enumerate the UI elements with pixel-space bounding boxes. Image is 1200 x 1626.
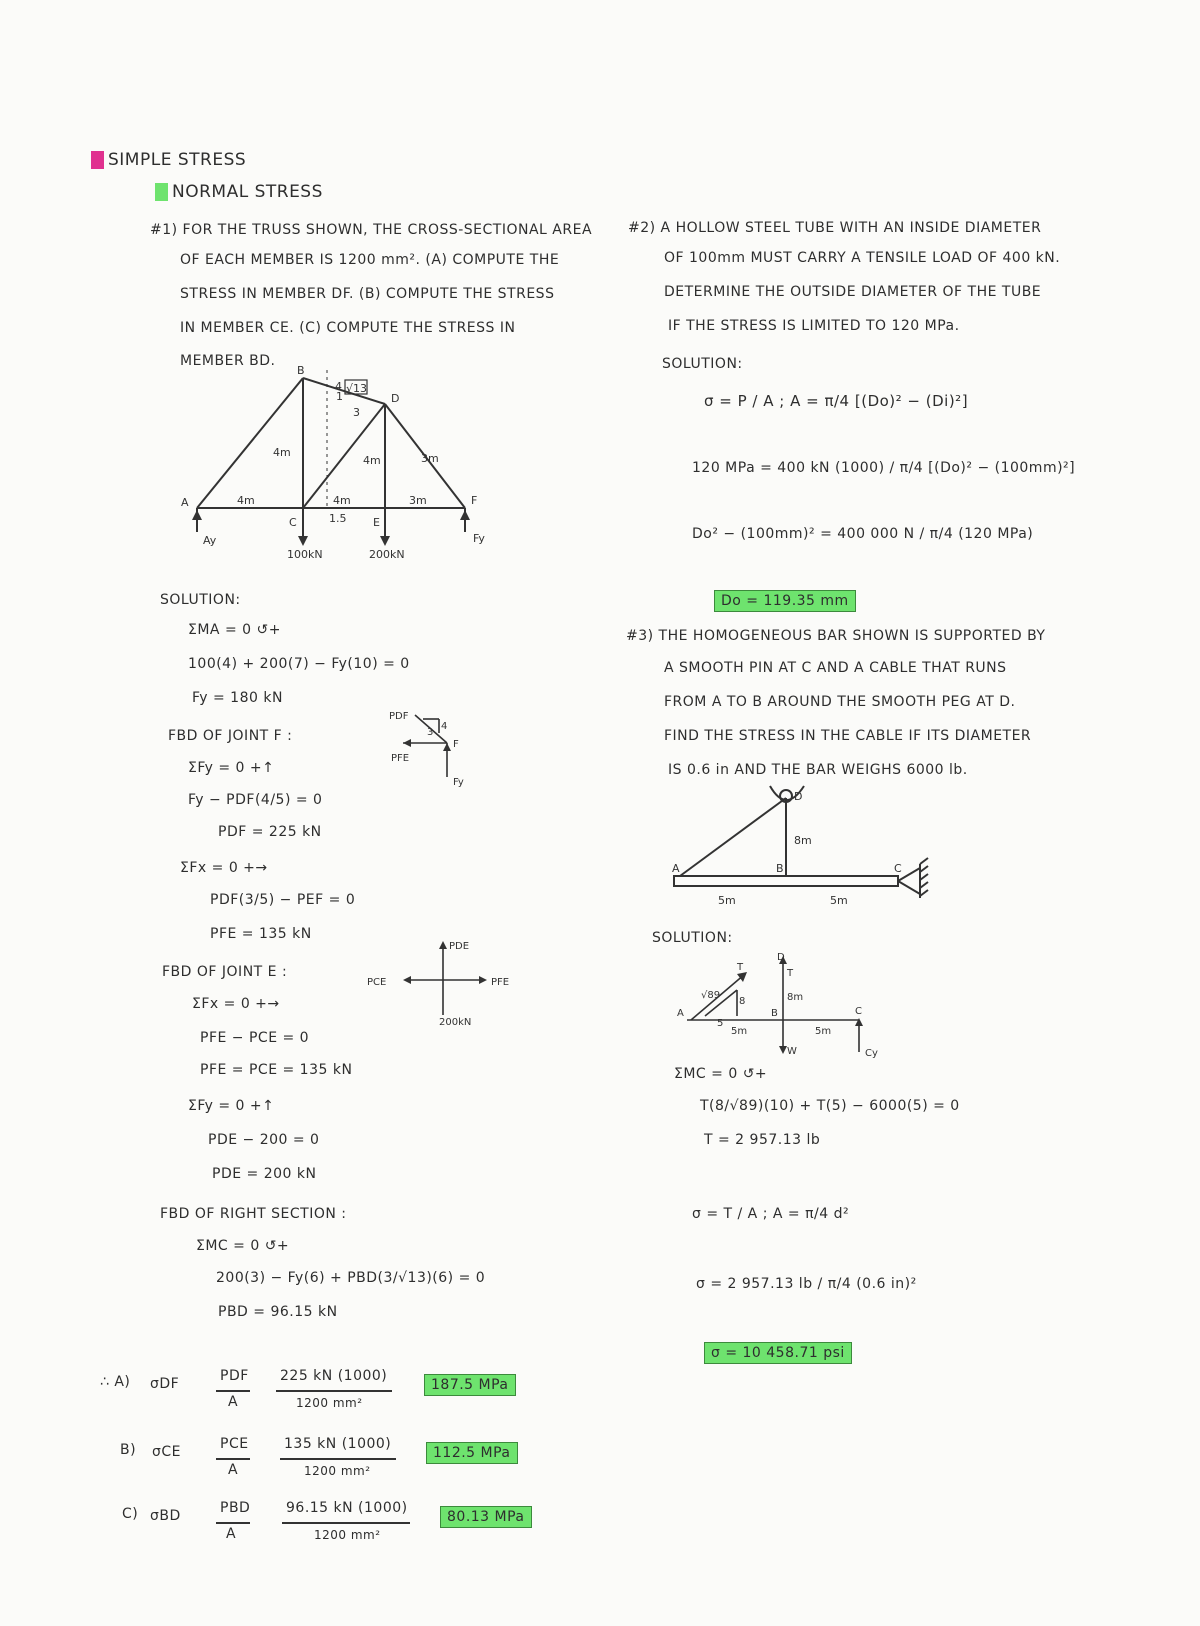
p1-sol-line: ΣMC = 0 ↺+ xyxy=(196,1238,290,1254)
fbd3-label: 5m xyxy=(731,1026,748,1037)
fbd3-label: √89 xyxy=(701,990,721,1001)
answer-num-top: 135 kN (1000) xyxy=(284,1436,392,1452)
p1-sol-line: ΣFx = 0 +→ xyxy=(192,996,280,1012)
fbd3-label: T xyxy=(787,968,794,979)
truss-figure xyxy=(175,360,505,560)
p1-sol-line: PDF = 225 kN xyxy=(218,824,322,840)
main-heading-marker xyxy=(91,151,104,169)
fbd3-label: 8m xyxy=(787,992,804,1003)
fbd3-label: W xyxy=(787,1046,797,1057)
p3-sol-line: T = 2 957.13 lb xyxy=(704,1132,821,1148)
truss-dim-label: 1 xyxy=(336,390,343,403)
fbd-f-label: PDF xyxy=(389,711,409,722)
fbd-e-label: PCE xyxy=(367,977,387,988)
answer-num-top: 96.15 kN (1000) xyxy=(286,1500,408,1516)
p1-sol-line: FBD OF JOINT F : xyxy=(168,728,293,744)
fraction-bar xyxy=(276,1390,392,1392)
truss-reaction-label: Ay xyxy=(203,534,217,547)
p3-statement-line: #3) THE HOMOGENEOUS BAR SHOWN IS SUPPORTED BY xyxy=(626,628,1046,644)
fbd3-label: D xyxy=(777,952,785,963)
answer-prefix: C) xyxy=(122,1506,139,1522)
truss-node-label: B xyxy=(297,364,305,377)
bar-fbd xyxy=(675,950,895,1060)
p1-statement-line: OF EACH MEMBER IS 1200 mm². (A) COMPUTE THE xyxy=(180,252,560,268)
p3-result: σ = 10 458.71 psi xyxy=(704,1342,852,1364)
fbd3-label: A xyxy=(677,1008,684,1019)
p1-sol-line: ΣMA = 0 ↺+ xyxy=(188,622,281,638)
fraction-bar xyxy=(216,1390,250,1392)
fbd3-label: B xyxy=(771,1008,778,1019)
p3-sol-line: T(8/√89)(10) + T(5) − 6000(5) = 0 xyxy=(700,1098,960,1114)
p3-statement-line: FROM A TO B AROUND THE SMOOTH PEG AT D. xyxy=(664,694,1016,710)
p1-statement-line: STRESS IN MEMBER DF. (B) COMPUTE THE STRESS xyxy=(180,286,555,302)
fbd3-label: 5m xyxy=(815,1026,832,1037)
sub-heading: NORMAL STRESS xyxy=(172,182,323,202)
answer-c xyxy=(122,1500,562,1552)
answer-frac-bot: A xyxy=(228,1394,239,1410)
fbd-f-label: Fy xyxy=(453,777,464,788)
p1-sol-line: 100(4) + 200(7) − Fy(10) = 0 xyxy=(188,656,410,672)
truss-dim-label: 4 xyxy=(335,380,342,393)
fbd3-label: 8 xyxy=(739,996,746,1007)
answer-prefix: ∴ A) xyxy=(100,1374,131,1390)
fraction-bar xyxy=(216,1522,250,1524)
answer-frac-top: PBD xyxy=(220,1500,251,1516)
main-heading: SIMPLE STRESS xyxy=(108,150,247,170)
answer-num-bot: 1200 mm² xyxy=(314,1528,381,1542)
truss-dim-label: 3m xyxy=(421,452,439,465)
p2-sol-line: Do² − (100mm)² = 400 000 N / π/4 (120 MPa) xyxy=(692,526,1034,542)
fbd-e-label: PDE xyxy=(449,941,470,952)
fbd-f-label: F xyxy=(453,739,459,750)
p1-statement-line: MEMBER BD. xyxy=(180,353,276,369)
p2-sol-line: σ = P / A ; A = π/4 [(Do)² − (Di)²] xyxy=(704,392,969,410)
p2-result: Do = 119.35 mm xyxy=(714,590,856,612)
bar-label: 5m xyxy=(830,894,848,907)
fbd-joint-e xyxy=(365,935,525,1028)
sub-heading-marker xyxy=(155,183,168,201)
truss-dim-label: 4m xyxy=(333,494,351,507)
bar-label: 8m xyxy=(794,834,812,847)
truss-dim-label: 3 xyxy=(353,406,360,419)
p1-sol-line: 200(3) − Fy(6) + PBD(3/√13)(6) = 0 xyxy=(216,1270,486,1286)
answer-num-bot: 1200 mm² xyxy=(296,1396,363,1410)
truss-node-label: D xyxy=(391,392,400,405)
fbd3-label: Cy xyxy=(865,1048,878,1059)
truss-misc-label: √13 xyxy=(346,382,368,395)
truss-dim-label: 1.5 xyxy=(329,512,347,525)
answer-frac-top: PCE xyxy=(220,1436,249,1452)
truss-dim-label: 4m xyxy=(273,446,291,459)
p2-statement-line: IF THE STRESS IS LIMITED TO 120 MPa. xyxy=(668,318,960,334)
p3-statement-line: FIND THE STRESS IN THE CABLE IF ITS DIAMETER xyxy=(664,728,1032,744)
answer-prefix: B) xyxy=(120,1442,137,1458)
answer-b xyxy=(120,1436,560,1486)
fbd-f-label: 4 xyxy=(441,721,448,732)
p1-sol-line: ΣFx = 0 +→ xyxy=(180,860,268,876)
bar-label: A xyxy=(672,862,680,875)
bar-cable-figure xyxy=(668,780,948,910)
truss-load-label: 200kN xyxy=(369,548,405,561)
p1-sol-line: FBD OF JOINT E : xyxy=(162,964,288,980)
p1-sol-line: ΣFy = 0 +↑ xyxy=(188,1098,275,1114)
p1-statement-line: IN MEMBER CE. (C) COMPUTE THE STRESS IN xyxy=(180,320,516,336)
fraction-bar xyxy=(216,1458,250,1460)
p1-sol-line: PDF(3/5) − PEF = 0 xyxy=(210,892,356,908)
answer-a xyxy=(100,1368,560,1418)
answer-frac-bot: A xyxy=(226,1526,237,1542)
fbd3-label: 5 xyxy=(717,1018,724,1029)
p1-sol-line: Fy = 180 kN xyxy=(192,690,283,706)
p3-sol-line: σ = T / A ; A = π/4 d² xyxy=(692,1206,850,1222)
p3-statement-line: A SMOOTH PIN AT C AND A CABLE THAT RUNS xyxy=(664,660,1007,676)
truss-node-label: F xyxy=(471,494,478,507)
answer-result: 187.5 MPa xyxy=(424,1374,516,1396)
p3-solution-label: SOLUTION: xyxy=(652,930,733,946)
fbd3-label: T xyxy=(737,962,744,973)
bar-label: 5m xyxy=(718,894,736,907)
truss-load-label: 100kN xyxy=(287,548,323,561)
p3-sol-line: σ = 2 957.13 lb / π/4 (0.6 in)² xyxy=(696,1276,917,1292)
fbd-e-label: PFE xyxy=(491,977,510,988)
p1-sol-line: PFE = 135 kN xyxy=(210,926,312,942)
answer-symbol: σBD xyxy=(150,1508,181,1524)
fbd3-label: C xyxy=(855,1006,862,1017)
answer-frac-top: PDF xyxy=(220,1368,249,1384)
fbd-joint-f xyxy=(385,705,485,795)
p1-sol-line: FBD OF RIGHT SECTION : xyxy=(160,1206,347,1222)
fraction-bar xyxy=(282,1522,410,1524)
p1-sol-line: PFE = PCE = 135 kN xyxy=(200,1062,353,1078)
fbd-e-label: 200kN xyxy=(439,1017,472,1028)
answer-symbol: σDF xyxy=(150,1376,180,1392)
answer-num-top: 225 kN (1000) xyxy=(280,1368,388,1384)
fraction-bar xyxy=(280,1458,396,1460)
p1-sol-line: PDE = 200 kN xyxy=(212,1166,317,1182)
fbd-f-label: PFE xyxy=(391,753,410,764)
p1-sol-line: PBD = 96.15 kN xyxy=(218,1304,338,1320)
answer-num-bot: 1200 mm² xyxy=(304,1464,371,1478)
p2-statement-line: #2) A HOLLOW STEEL TUBE WITH AN INSIDE DIAMETER xyxy=(628,220,1042,236)
bar-label: D xyxy=(794,790,803,803)
truss-dim-label: 4m xyxy=(237,494,255,507)
p2-statement-line: DETERMINE THE OUTSIDE DIAMETER OF THE TUBE xyxy=(664,284,1042,300)
answer-result: 112.5 MPa xyxy=(426,1442,518,1464)
truss-reaction-label: Fy xyxy=(473,532,485,545)
bar-label: C xyxy=(894,862,902,875)
answer-symbol: σCE xyxy=(152,1444,181,1460)
truss-dim-label: 4m xyxy=(363,454,381,467)
truss-dim-label: 3m xyxy=(409,494,427,507)
p1-sol-line: PFE − PCE = 0 xyxy=(200,1030,310,1046)
p2-statement-line: OF 100mm MUST CARRY A TENSILE LOAD OF 400 kN. xyxy=(664,250,1061,266)
p1-sol-line: Fy − PDF(4/5) = 0 xyxy=(188,792,323,808)
truss-node-label: E xyxy=(373,516,380,529)
fbd-f-label: 3 xyxy=(427,727,434,738)
bar-label: B xyxy=(776,862,784,875)
truss-node-label: C xyxy=(289,516,297,529)
p3-sol-line: ΣMC = 0 ↺+ xyxy=(674,1066,768,1082)
p1-statement-line: #1) FOR THE TRUSS SHOWN, THE CROSS-SECTIONAL AREA xyxy=(150,222,593,238)
p2-solution-label: SOLUTION: xyxy=(662,356,743,372)
answer-result: 80.13 MPa xyxy=(440,1506,532,1528)
answer-frac-bot: A xyxy=(228,1462,239,1478)
p3-statement-line: IS 0.6 in AND THE BAR WEIGHS 6000 lb. xyxy=(668,762,968,778)
truss-node-label: A xyxy=(181,496,189,509)
p2-sol-line: 120 MPa = 400 kN (1000) / π/4 [(Do)² − (100mm)²] xyxy=(692,460,1076,476)
p1-sol-line: PDE − 200 = 0 xyxy=(208,1132,320,1148)
p1-sol-line: ΣFy = 0 +↑ xyxy=(188,760,275,776)
p1-solution-label: SOLUTION: xyxy=(160,592,241,608)
